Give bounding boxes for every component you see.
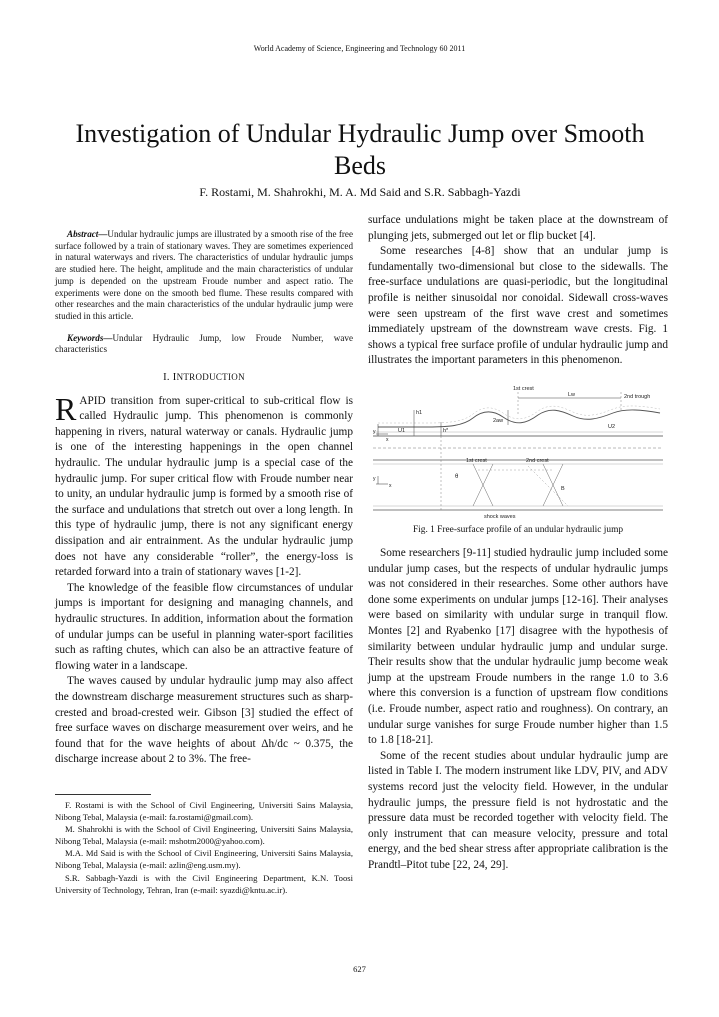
label-u2: U2 — [608, 424, 616, 430]
intro-paragraph-1 — [55, 390, 353, 581]
right-paragraph-1: surface undulations might be taken place at the downstream of plunging jets, submerged out let or flip bucket [4]. — [368, 214, 668, 242]
running-head: World Academy of Science, Engineering and Technology 60 2011 — [253, 44, 466, 53]
keywords — [55, 333, 353, 356]
label-beta: B — [561, 486, 565, 492]
right-column-lower — [368, 546, 668, 873]
footnote-rule — [55, 794, 151, 795]
intro-paragraph-2: The knowledge of the feasible flow circumstances of undular jumps is important for designing and managing channels, and hydraulic structures. In addition, information about the formation of undular jumps can be useful in planning water-sport facilities such as rafting chutes, which can also be an attractive feature of flowing water in a landscape. — [55, 581, 353, 672]
section-title-rest: NTRODUCTION — [176, 372, 245, 383]
author-footnotes — [55, 794, 353, 896]
section-heading — [55, 370, 353, 386]
label-lw: Lw — [568, 392, 576, 398]
label-2nd-trough: 2nd trough — [624, 394, 651, 400]
section-numeral: I. — [163, 372, 170, 384]
abstract-label: Abstract — [67, 229, 99, 239]
keywords-text: Undular Hydraulic Jump, low Froude Number, wave characteristics — [55, 332, 353, 355]
right-paragraph-3: Some researchers [9-11] studied hydraulic jump included some undular jump cases, but the respects of undular hydraulic jumps was not considered in their researches. Some other authors have done some experiments on undular jumps [12-16]. Their analyses were based on similarity with undular surge in tranquil flow. Montes [2] and Ryabenko [17] disagree with the hypothesis of similarity between undular hydraulic jump and undular surge. Their results show that the undular hydraulic jump become weak jump at the upstream Froude numbers in the range 1.0 to 3.6 where this conversion is a function of upstream flow conditions (i.e. Froude number, aspect ratio and roughness). On contrary, an undular surge vanishes for surge Froude number higher than 1.5 to 1.8 [18-21]. — [368, 547, 668, 747]
label-y-lower: y — [373, 476, 376, 482]
label-shock-waves: shock waves — [484, 514, 516, 520]
abstract — [55, 229, 353, 323]
left-column — [55, 229, 353, 768]
footnote: F. Rostami is with the School of Civil Engineering, Universiti Sains Malaysia, Nibong Tebal, Malaysia (e-mail: fa.rostami@gmail.com). — [55, 800, 353, 823]
label-x-lower: x — [389, 483, 392, 489]
label-2aw: 2aw — [493, 418, 504, 424]
keywords-label: Keywords — [67, 332, 104, 343]
right-paragraph-2: Some researches [4-8] show that an undular jump is fundamentally two-dimensional but close to the sidewalls. The free-surface undulations are quasi-periodic, but the longitudinal profile is neither sinusoidal nor conoidal. Sidewall cross-waves were seen upstream of the first wave crest and sometimes immediately upstream of the downstream wave crests. Fig. 1 shows a typical free surface profile of undular hydraulic jump and illustrates the important parameters in this phenomenon. — [368, 245, 668, 367]
footnote: M. Shahrokhi is with the School of Civil Engineering, Universiti Sains Malaysia, Nibong Tebal, Malaysia (e-mail: mshotm2000@yahoo.com). — [55, 824, 353, 847]
paper-title: Investigation of Undular Hydraulic Jump over Smooth Beds — [75, 119, 645, 180]
label-h1: h1 — [416, 410, 423, 416]
right-column — [368, 213, 668, 369]
drop-cap: R — [55, 390, 77, 427]
page-number: 627 — [353, 964, 366, 974]
undular-jump-profile-svg — [368, 380, 668, 523]
section-title-first: I — [172, 372, 177, 384]
label-h-star: h* — [443, 428, 449, 434]
label-2nd-crest: 2nd crest — [526, 458, 549, 464]
author-list: F. Rostami, M. Shahrokhi, M. A. Md Said and S.R. Sabbagh-Yazdi — [199, 185, 521, 199]
label-theta: θ — [455, 474, 459, 480]
label-u1: U1 — [398, 428, 406, 434]
label-1st-crest-top: 1st crest — [513, 386, 534, 392]
footnote: M.A. Md Said is with the School of Civil Engineering, Universiti Sains Malaysia, Nibong Tebal, Malaysia (e-mail: azlin@eng.usm.my). — [55, 848, 353, 871]
label-1st-crest-bottom: 1st crest — [466, 458, 487, 464]
abstract-dash: — — [98, 229, 108, 239]
intro-paragraph-3: The waves caused by undular hydraulic jump may also affect the downstream discharge measurement structures such as sharp-crested and broad-crested weir. Gibson [3] studied the effect of free surface waves on discharge measurement over weirs, and he found that for the wave heights of about Δh/dc ~ 0.375, the discharge increase about 2 to 3%. The free- — [55, 675, 353, 766]
figure-1-caption: Fig. 1 Free-surface profile of an undular hydraulic jump — [412, 525, 624, 535]
figure-1-diagram — [368, 380, 668, 523]
keywords-dash: — — [103, 332, 113, 343]
intro-paragraph-1-text: APID transition from super-critical to sub-critical flow is called Hydraulic jump. This phenomenon is commonly happening in rivers, natural waterway or canals. Hydraulic jump is one of the interesting happenings in the open channel hydraulic. The undular hydraulic jump is a special case of the hydraulic jump. For super critical flow with Froude number near to unity, an undular hydraulic jump is formed by a smooth rise of the surface and undulations that stretch out over a long length. In this type of hydraulic jump, there is not any significant energy dissipation and air entrainment. As the undular hydraulic jump does not have any considerable “roller”, the energy-loss is retarded forward into a train of stationary waves [1-2]. — [55, 394, 353, 579]
right-paragraph-4: Some of the recent studies about undular hydraulic jump are listed in Table I. The modern instrument like LDV, PIV, and ADV systems record just the velocity field. However, in the undular hydraulic jumps, the pressure field is not hydrostatic and the pressure data must be recorded together with velocity field. The only instrument that can measure velocity, pressure and total energy, and the bed shear stress after appropriate calibration is the Prandtl–Pitot tube [22, 24, 29]. — [368, 749, 668, 871]
label-x-upper: x — [386, 437, 389, 443]
label-y-upper: y — [373, 429, 376, 435]
footnote: S.R. Sabbagh-Yazdi is with the Civil Engineering Department, K.N. Toosi University of Technology, Tehran, Iran (e-mail: syazdi@kntu.ac.ir). — [55, 872, 353, 895]
abstract-text: Undular hydraulic jumps are illustrated by a smooth rise of the free surface followed by a train of stationary waves. They are sometimes experienced in natural waterways and rivers. The characteristics of undular hydraulic jumps are studied here. The height, amplitude and the main characteristics of undular jump is depended on the upstream Froude number and aspect ratio. The experiments were done on the smooth bed flume. These results compared with other researches and the main characteristics of the undular hydraulic jump were studied in this article. — [55, 229, 353, 321]
